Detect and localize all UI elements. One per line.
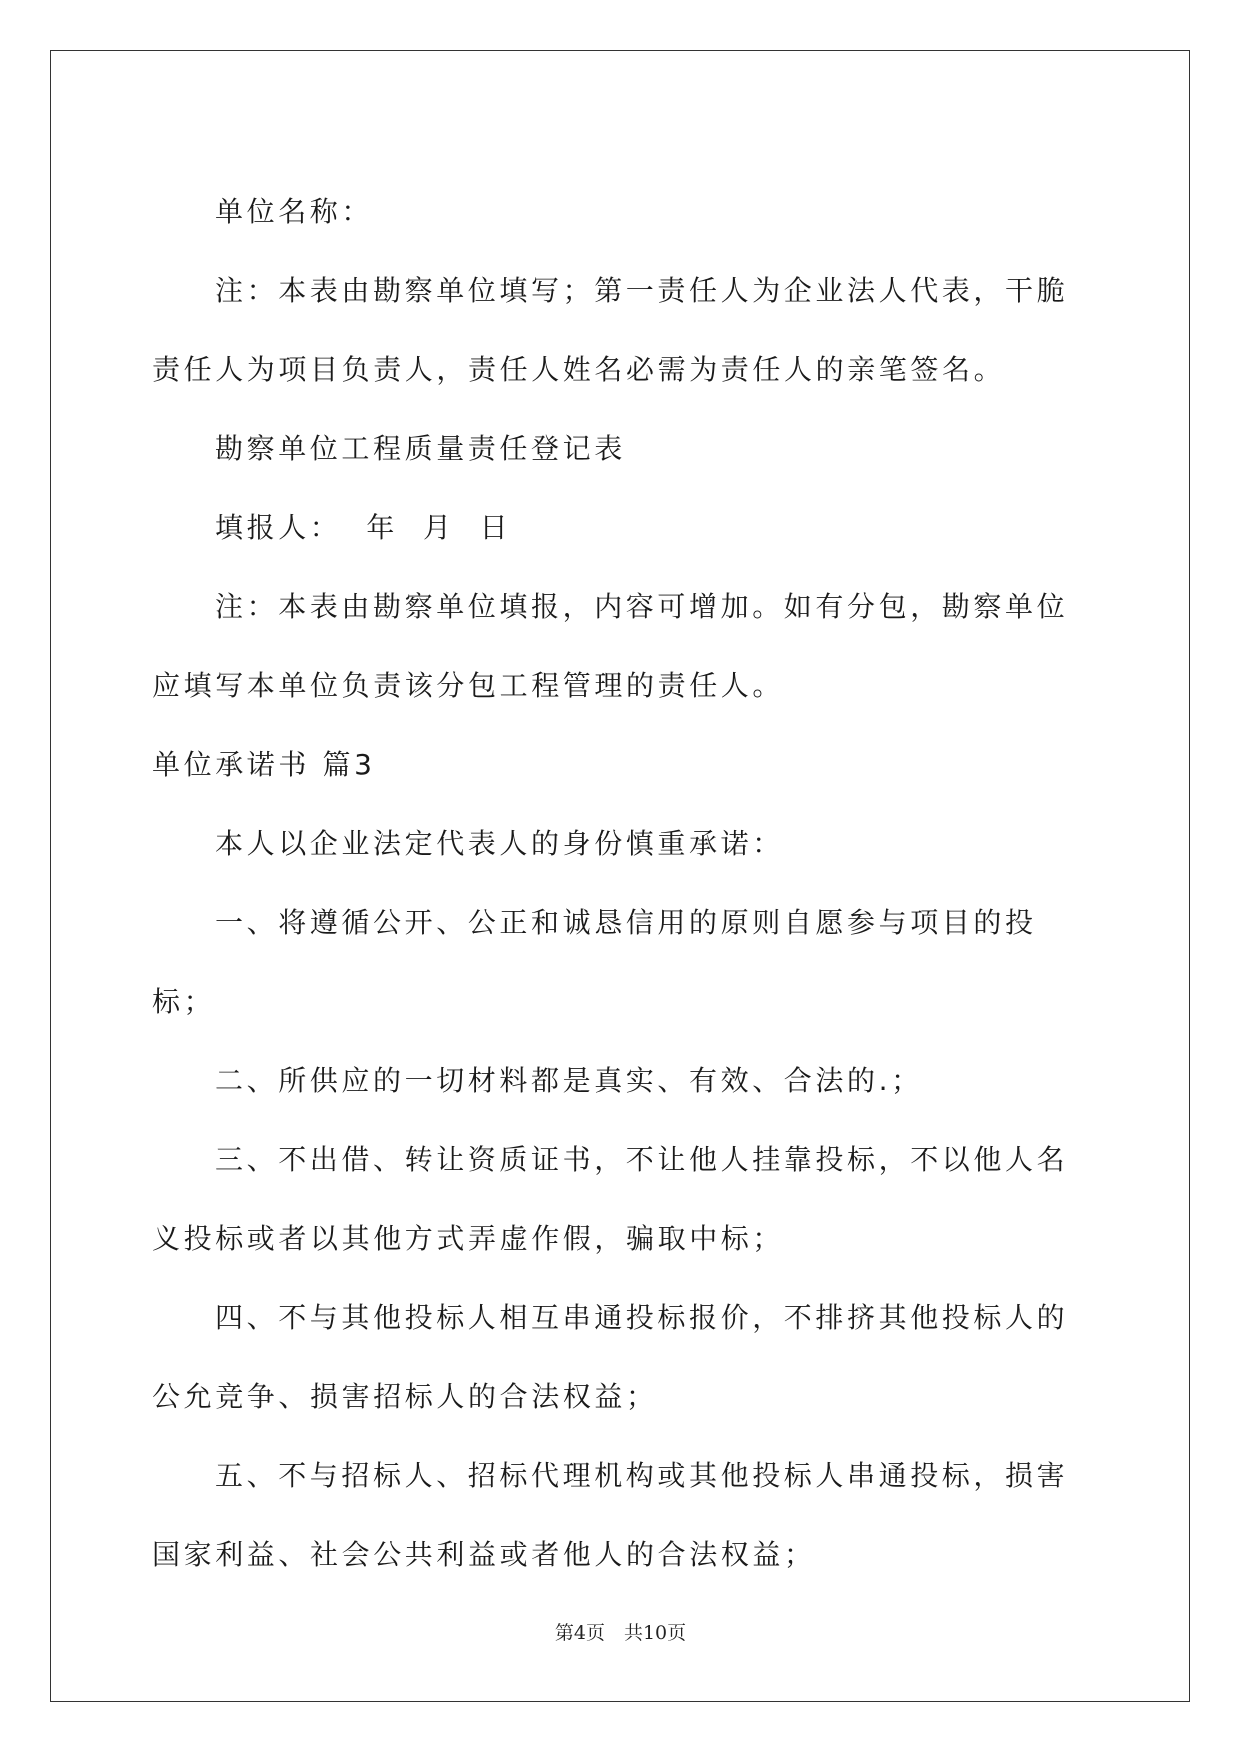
paragraph-unit-name: 单位名称： bbox=[215, 195, 374, 228]
section-heading: 单位承诺书 篇3 bbox=[152, 748, 376, 781]
paragraph-pledge-item-4: 四、不与其他投标人相互串通投标报价，不排挤其他投标人的公允竞争、损害招标人的合法权益； bbox=[152, 1301, 1069, 1413]
paragraph-note-1: 注：本表由勘察单位填写；第一责任人为企业法人代表，干脆责任人为项目负责人，责任人姓名必需为责任人的亲笔签名。 bbox=[152, 274, 1069, 386]
paragraph-pledge-item-5: 五、不与招标人、招标代理机构或其他投标人串通投标，损害国家利益、社会公共利益或者他人的合法权益； bbox=[152, 1459, 1069, 1571]
paragraph-pledge-item-2: 二、所供应的一切材料都是真实、有效、合法的.； bbox=[215, 1064, 923, 1097]
paragraph-pledge-item-1: 一、将遵循公开、公正和诚恳信用的原则自愿参与项目的投标； bbox=[152, 906, 1037, 1018]
paragraph-pledge-item-3: 三、不出借、转让资质证书，不让他人挂靠投标，不以他人名义投标或者以其他方式弄虚作假，骗取中标； bbox=[152, 1143, 1069, 1255]
paragraph-form-title: 勘察单位工程质量责任登记表 bbox=[215, 432, 626, 465]
paragraph-note-2: 注：本表由勘察单位填报，内容可增加。如有分包，勘察单位应填写本单位负责该分包工程管理的责任人。 bbox=[152, 590, 1069, 702]
paragraph-pledge-intro: 本人以企业法定代表人的身份慎重承诺： bbox=[215, 827, 784, 860]
page-number-footer: 第4页 共10页 bbox=[554, 1622, 687, 1644]
document-body bbox=[152, 172, 1092, 1594]
paragraph-filler-date: 填报人： 年 月 日 bbox=[215, 511, 512, 544]
